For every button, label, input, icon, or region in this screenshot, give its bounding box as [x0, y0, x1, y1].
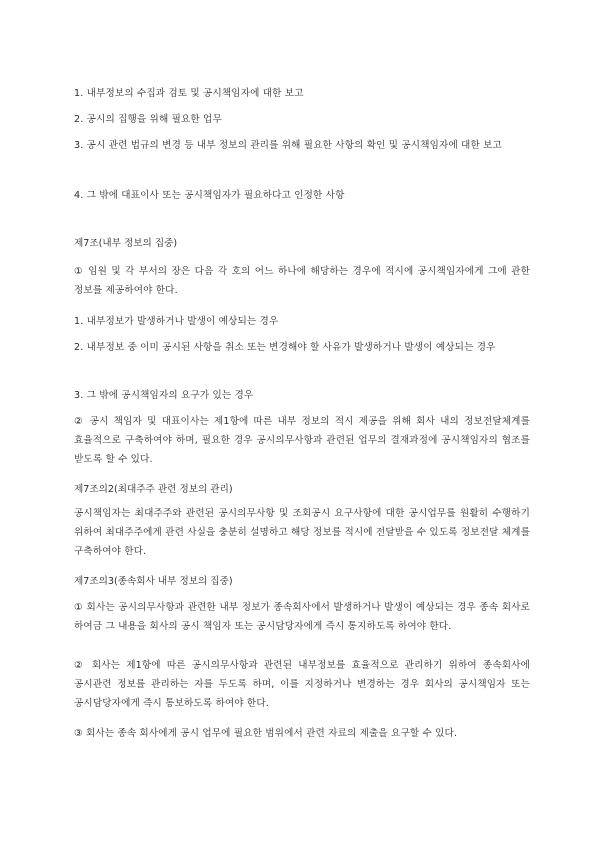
article-7-item-2: 2. 내부정보 중 이미 공시된 사항을 취소 또는 변경해야 할 사유가 발생하거나 발생이 예상되는 경우 — [74, 342, 496, 353]
intro-item-3: 3. 공시 관련 법규의 변경 등 내부 정보의 관리를 위해 필요한 사항의 확인 및 공시책임자에 대한 보고 — [74, 140, 502, 151]
article-7-title: 제7조(내부 정보의 집중) — [74, 238, 178, 249]
article-7-3-para-2: ② 회사는 제1항에 따른 공시의무사항과 관련된 내부정보를 효율적으로 관리하기 위하여 종속회사에 공시관련 정보를 관리하는 자를 두도록 하며, 이를 지정하거나 변경하는 경우 회사의 공시책임자 또는 공시담당자에게 즉시 통보하도록 하여야 한다. — [74, 660, 530, 709]
intro-item-2: 2. 공시의 집행을 위해 필요한 업무 — [74, 114, 222, 125]
article-7-3-para-3: ③ 회사는 종속 회사에게 공시 업무에 필요한 범위에서 관련 자료의 제출을 요구할 수 있다. — [74, 728, 458, 739]
intro-item-4: 4. 그 밖에 대표이사 또는 공시책임자가 필요하다고 인정한 사항 — [74, 190, 345, 201]
article-7-item-1: 1. 내부정보가 발생하거나 발생이 예상되는 경우 — [74, 316, 279, 327]
article-7-2-para: 공시책임자는 최대주주와 관련된 공시의무사항 및 조회공시 요구사항에 대한 공시업무를 원활히 수행하기 위하여 최대주주에게 관련 사실을 충분히 설명하고 해당 정보를 적시에 전달받을 수 있도록 정보전달 체계를 구축하여야 한다. — [74, 508, 530, 557]
article-7-3-para-1: ① 회사는 공시의무사항과 관련한 내부 정보가 종속회사에서 발생하거나 발생이 예상되는 경우 종속 회사로 하여금 그 내용을 회사의 공시 책임자 또는 공시담당자에게 즉시 통지하도록 하여야 한다. — [74, 602, 530, 632]
article-7-para-2: ② 공시 책임자 및 대표이사는 제1항에 따른 내부 정보의 적시 제공을 위해 회사 내의 정보전달체계를 효율적으로 구축하여야 하며, 필요한 경우 공시의무사항과 관련된 업무의 결재과정에 공시책임자의 협조를 받도록 할 수 있다. — [74, 416, 530, 465]
article-7-3-title: 제7조의3(종속회사 내부 정보의 집중) — [74, 576, 233, 587]
article-7-para-1: ① 임원 및 각 부서의 장은 다음 각 호의 어느 하나에 해당하는 경우에 적시에 공시책임자에게 그에 관한 정보를 제공하여야 한다. — [74, 266, 530, 296]
article-7-2-title: 제7조의2(최대주주 관련 정보의 관리) — [74, 484, 233, 495]
article-7-item-3: 3. 그 밖에 공시책임자의 요구가 있는 경우 — [74, 390, 254, 401]
intro-item-1: 1. 내부정보의 수집과 검토 및 공시책임자에 대한 보고 — [74, 88, 304, 99]
